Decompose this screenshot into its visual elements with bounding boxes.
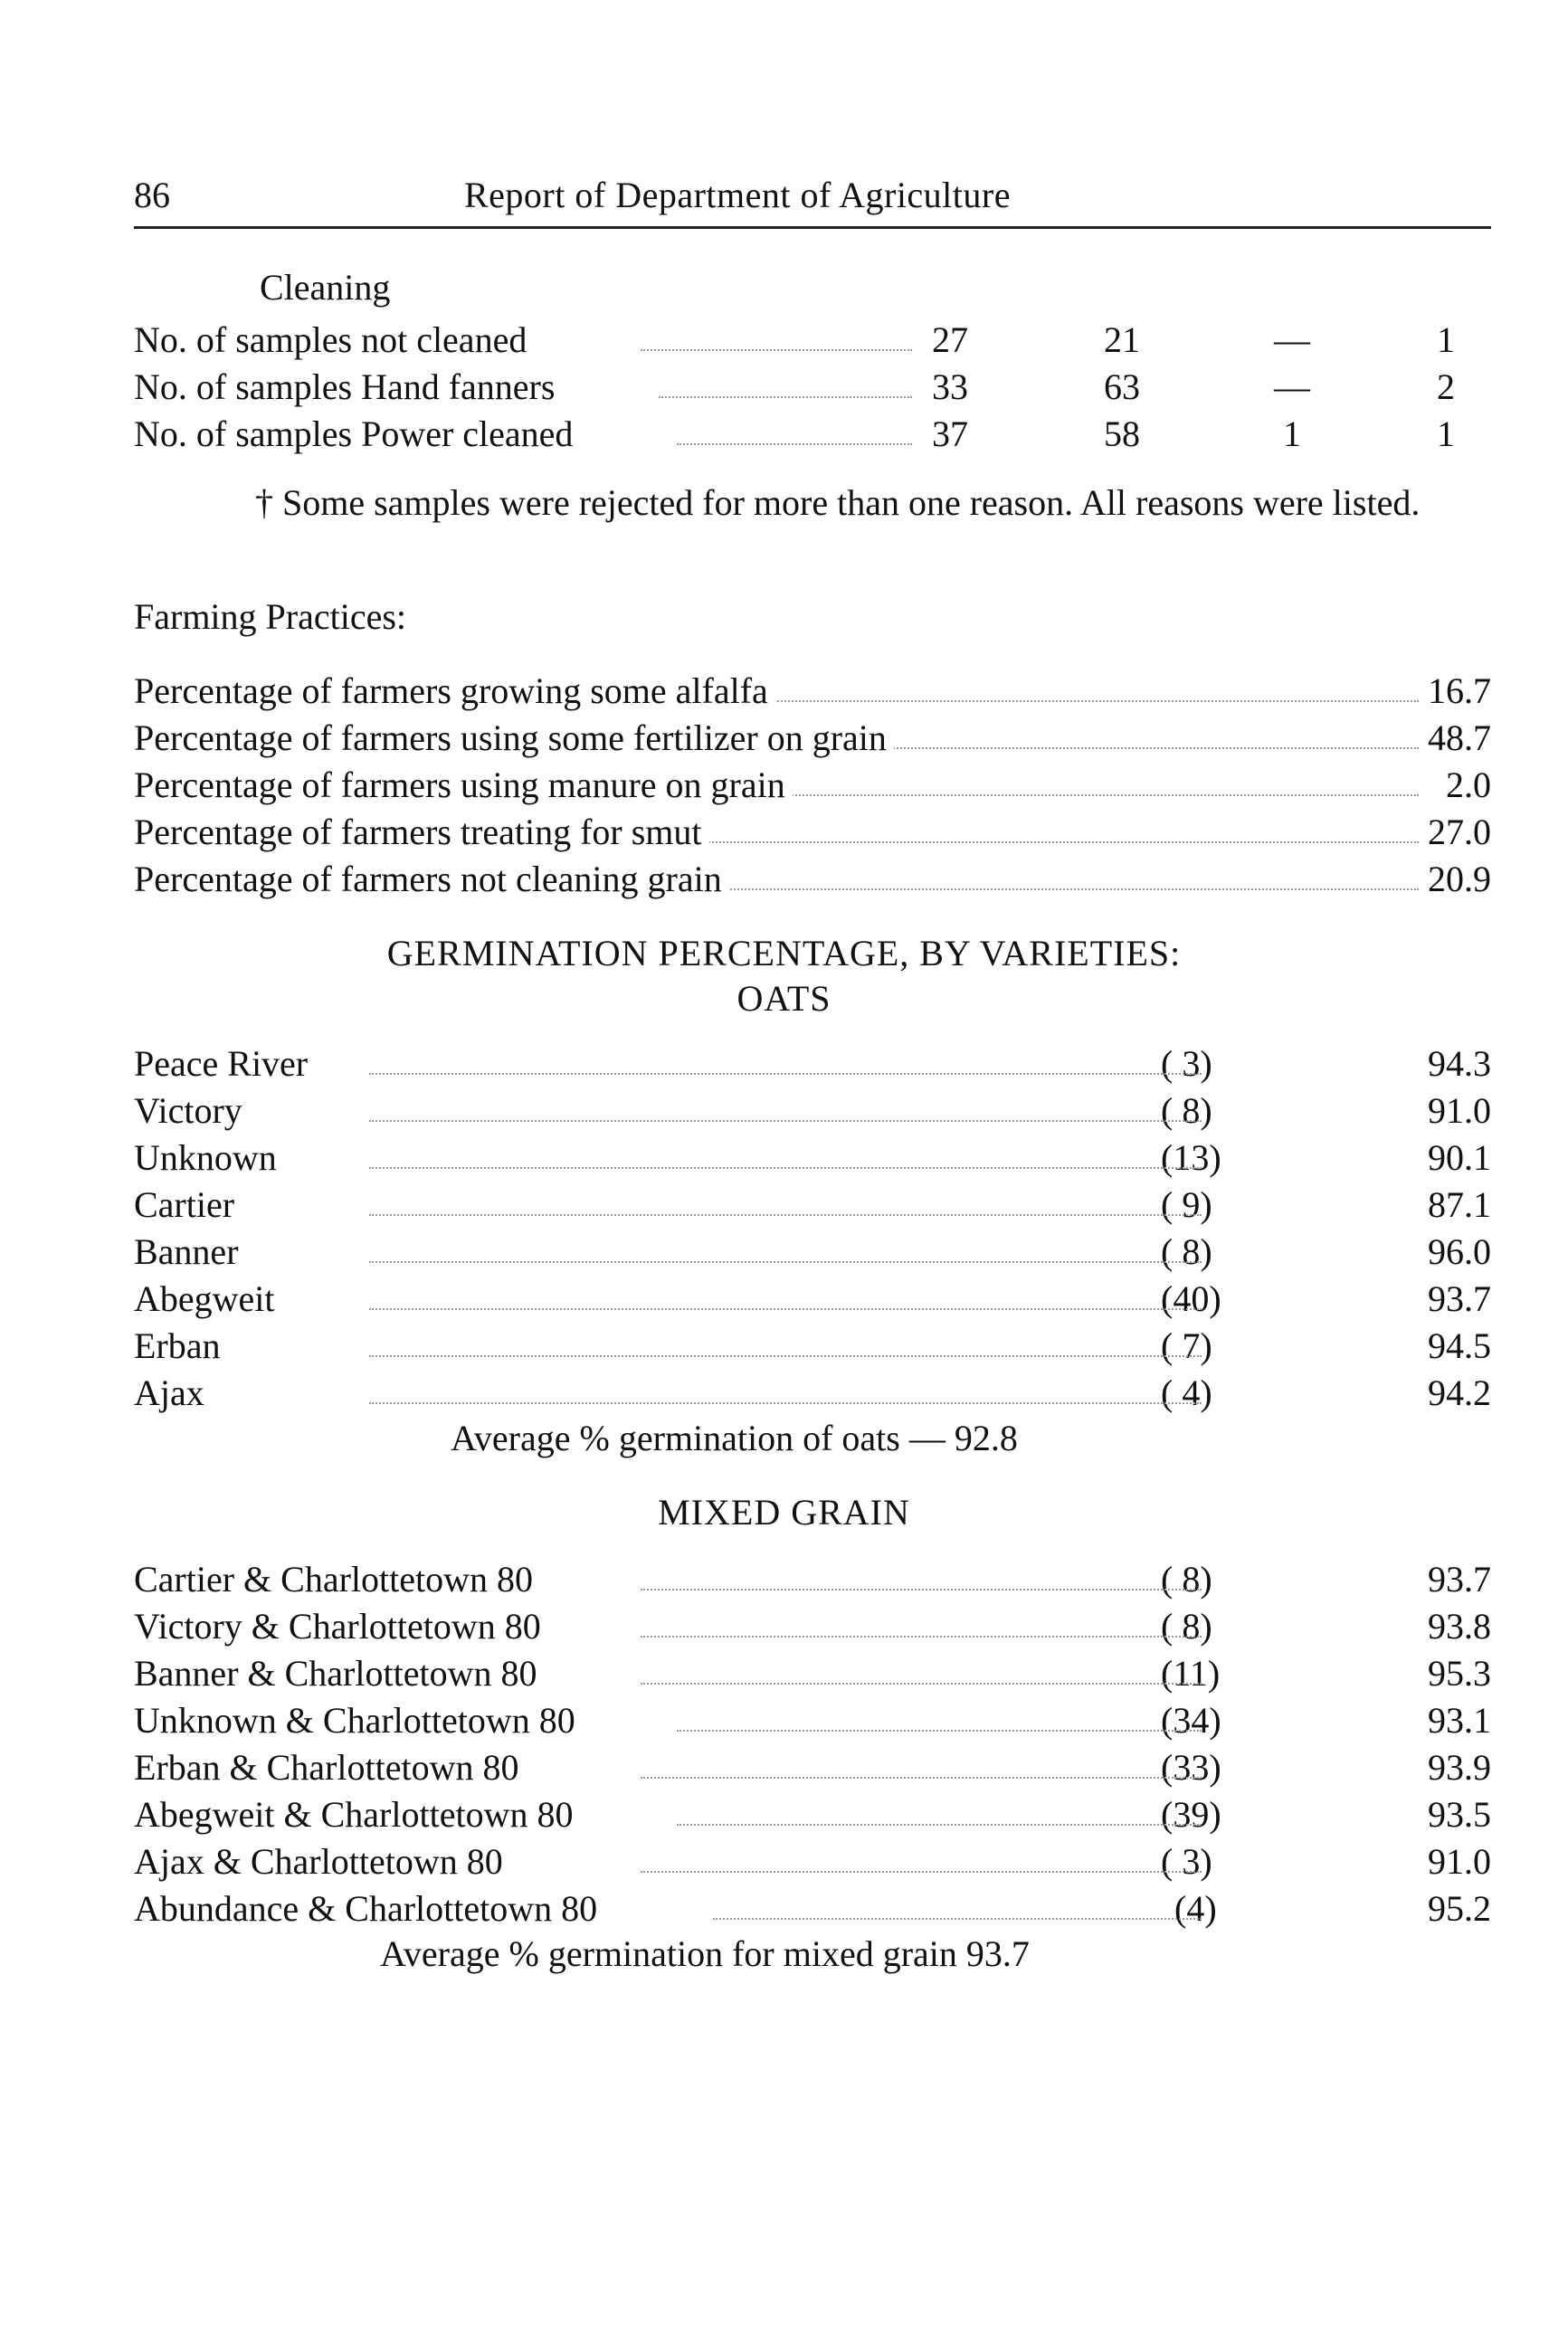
- page-number: 86: [134, 175, 170, 215]
- germination-value: 96.0: [1428, 1231, 1491, 1272]
- oats-row: [134, 1042, 1491, 1084]
- cleaning-col3: —: [1274, 366, 1310, 407]
- sample-count: ( 3): [1161, 1841, 1212, 1882]
- sample-count: ( 8): [1161, 1606, 1212, 1647]
- germination-value: 93.8: [1428, 1606, 1491, 1647]
- cleaning-row-label: No. of samples not cleaned: [134, 318, 534, 361]
- germination-value: 94.3: [1428, 1043, 1491, 1084]
- mixed-row: [134, 1887, 1491, 1929]
- mixed-row: [134, 1793, 1491, 1835]
- farming-row-label: Percentage of farmers using manure on grain: [134, 764, 793, 806]
- dot-leader: [641, 1871, 1202, 1873]
- dot-leader: [677, 700, 1419, 702]
- variety-label: Abegweit & Charlottetown 80: [134, 1793, 580, 1836]
- dot-leader: [641, 1589, 1202, 1590]
- sample-count: ( 3): [1161, 1043, 1212, 1084]
- sample-count: (13): [1161, 1137, 1221, 1178]
- dot-leader: [369, 1214, 1202, 1216]
- farming-row-value: 48.7: [1428, 717, 1491, 758]
- dot-leader: [677, 841, 1419, 843]
- mixed-row: [134, 1558, 1491, 1600]
- mixed-row: [134, 1652, 1491, 1694]
- page-header: [134, 165, 1491, 228]
- variety-label: Victory & Charlottetown 80: [134, 1605, 548, 1647]
- mixed-row: [134, 1840, 1491, 1882]
- oats-row: [134, 1372, 1491, 1413]
- cleaning-col3: —: [1274, 319, 1310, 360]
- germination-value: 95.2: [1428, 1888, 1491, 1929]
- cleaning-row-label: No. of samples Power cleaned: [134, 413, 580, 455]
- farming-row: [134, 764, 1491, 805]
- farming-row-value: 27.0: [1428, 812, 1491, 852]
- variety-label: Victory: [134, 1089, 250, 1132]
- oats-row: [134, 1230, 1491, 1272]
- farming-row-label: Percentage of farmers treating for smut: [134, 811, 709, 853]
- farming-row-label: Percentage of farmers using some fertilizer on grain: [134, 717, 894, 759]
- oats-average: Average % germination of oats — 92.8: [451, 1418, 1018, 1458]
- oats-row: [134, 1324, 1491, 1366]
- oats-heading: OATS: [736, 978, 832, 1019]
- cleaning-col4: 1: [1437, 319, 1455, 360]
- farming-row-value: 20.9: [1428, 859, 1491, 899]
- dot-leader: [369, 1355, 1202, 1357]
- cleaning-col3: 1: [1283, 413, 1301, 454]
- cleaning-heading: Cleaning: [260, 267, 391, 308]
- farming-row-label: Percentage of farmers growing some alfalfa: [134, 669, 775, 712]
- variety-label: Peace River: [134, 1042, 315, 1085]
- sample-count: ( 4): [1161, 1372, 1212, 1413]
- dot-leader: [369, 1120, 1202, 1122]
- mixed-row: [134, 1605, 1491, 1647]
- sample-count: (11): [1161, 1653, 1221, 1694]
- variety-label: Banner: [134, 1230, 246, 1273]
- germination-value: 87.1: [1428, 1184, 1491, 1225]
- sample-count: (40): [1161, 1278, 1221, 1319]
- variety-label: Abundance & Charlottetown 80: [134, 1887, 604, 1930]
- farming-row-label: Percentage of farmers not cleaning grain: [134, 858, 729, 900]
- variety-label: Unknown & Charlottetown 80: [134, 1699, 583, 1742]
- variety-label: Cartier: [134, 1183, 242, 1226]
- variety-label: Ajax & Charlottetown 80: [134, 1840, 510, 1883]
- sample-count: ( 8): [1161, 1559, 1212, 1600]
- germination-value: 93.7: [1428, 1278, 1491, 1319]
- cleaning-col4: 1: [1437, 413, 1455, 454]
- sample-count: (39): [1161, 1794, 1221, 1835]
- germination-value: 93.5: [1428, 1794, 1491, 1835]
- cleaning-row-label: No. of samples Hand fanners: [134, 366, 562, 408]
- germination-heading: GERMINATION PERCENTAGE, BY VARIETIES:: [386, 933, 1182, 973]
- farming-row: [134, 811, 1491, 852]
- header-rule: [134, 226, 1491, 229]
- germination-value: 94.2: [1428, 1372, 1491, 1413]
- cleaning-col4: 2: [1437, 366, 1455, 407]
- sample-count: ( 7): [1161, 1325, 1212, 1366]
- footnote: † Some samples were rejected for more than one reason. All reasons were listed.: [255, 482, 1421, 523]
- cleaning-col1: 33: [932, 366, 968, 407]
- dot-leader: [677, 1824, 1202, 1826]
- mixed-row: [134, 1699, 1491, 1741]
- farming-row-value: 16.7: [1428, 670, 1491, 711]
- oats-row: [134, 1277, 1491, 1319]
- dot-leader: [641, 349, 912, 351]
- germination-value: 91.0: [1428, 1090, 1491, 1131]
- dot-leader: [641, 1636, 1202, 1638]
- variety-label: Ajax: [134, 1372, 212, 1414]
- sample-count: (33): [1161, 1747, 1221, 1788]
- germination-value: 93.7: [1428, 1559, 1491, 1600]
- cleaning-row: [134, 413, 1491, 454]
- farming-heading: Farming Practices:: [134, 596, 407, 637]
- variety-label: Erban: [134, 1324, 228, 1367]
- mixed-grain-average: Average % germination for mixed grain 93.7: [380, 1933, 1030, 1974]
- oats-row: [134, 1136, 1491, 1178]
- germination-value: 93.1: [1428, 1700, 1491, 1741]
- cleaning-col2: 63: [1104, 366, 1140, 407]
- dot-leader: [369, 1167, 1202, 1169]
- running-title: Report of Department of Agriculture: [464, 175, 1011, 215]
- oats-row: [134, 1089, 1491, 1131]
- farming-row: [134, 717, 1491, 758]
- sample-count: ( 9): [1161, 1184, 1212, 1225]
- variety-label: Cartier & Charlottetown 80: [134, 1558, 540, 1600]
- sample-count: ( 8): [1161, 1090, 1212, 1131]
- farming-row: [134, 858, 1491, 899]
- dot-leader: [713, 1918, 1202, 1920]
- germination-value: 90.1: [1428, 1137, 1491, 1178]
- cleaning-col1: 27: [932, 319, 968, 360]
- dot-leader: [369, 1073, 1202, 1075]
- dot-leader: [369, 1402, 1202, 1404]
- variety-label: Abegweit: [134, 1277, 282, 1320]
- farming-row: [134, 669, 1491, 711]
- variety-label: Banner & Charlottetown 80: [134, 1652, 544, 1695]
- cleaning-row: [134, 318, 1491, 360]
- oats-row: [134, 1183, 1491, 1225]
- mixed-grain-heading: MIXED GRAIN: [658, 1492, 910, 1533]
- dot-leader: [677, 1730, 1202, 1732]
- dot-leader: [641, 1683, 1202, 1685]
- germination-value: 94.5: [1428, 1325, 1491, 1366]
- dot-leader: [659, 396, 912, 398]
- cleaning-col1: 37: [932, 413, 968, 454]
- dot-leader: [369, 1261, 1202, 1263]
- variety-label: Unknown: [134, 1136, 284, 1179]
- cleaning-col2: 21: [1104, 319, 1140, 360]
- sample-count: (4): [1174, 1888, 1217, 1929]
- dot-leader: [677, 443, 912, 445]
- mixed-row: [134, 1746, 1491, 1788]
- sample-count: (34): [1161, 1700, 1221, 1741]
- cleaning-col2: 58: [1104, 413, 1140, 454]
- cleaning-row: [134, 366, 1491, 407]
- sample-count: ( 8): [1161, 1231, 1212, 1272]
- dot-leader: [641, 1777, 1202, 1779]
- dot-leader: [677, 888, 1419, 890]
- variety-label: Erban & Charlottetown 80: [134, 1746, 526, 1789]
- germination-value: 95.3: [1428, 1653, 1491, 1694]
- farming-row-value: 2.0: [1446, 764, 1491, 805]
- dot-leader: [369, 1308, 1202, 1310]
- germination-value: 91.0: [1428, 1841, 1491, 1882]
- germination-value: 93.9: [1428, 1747, 1491, 1788]
